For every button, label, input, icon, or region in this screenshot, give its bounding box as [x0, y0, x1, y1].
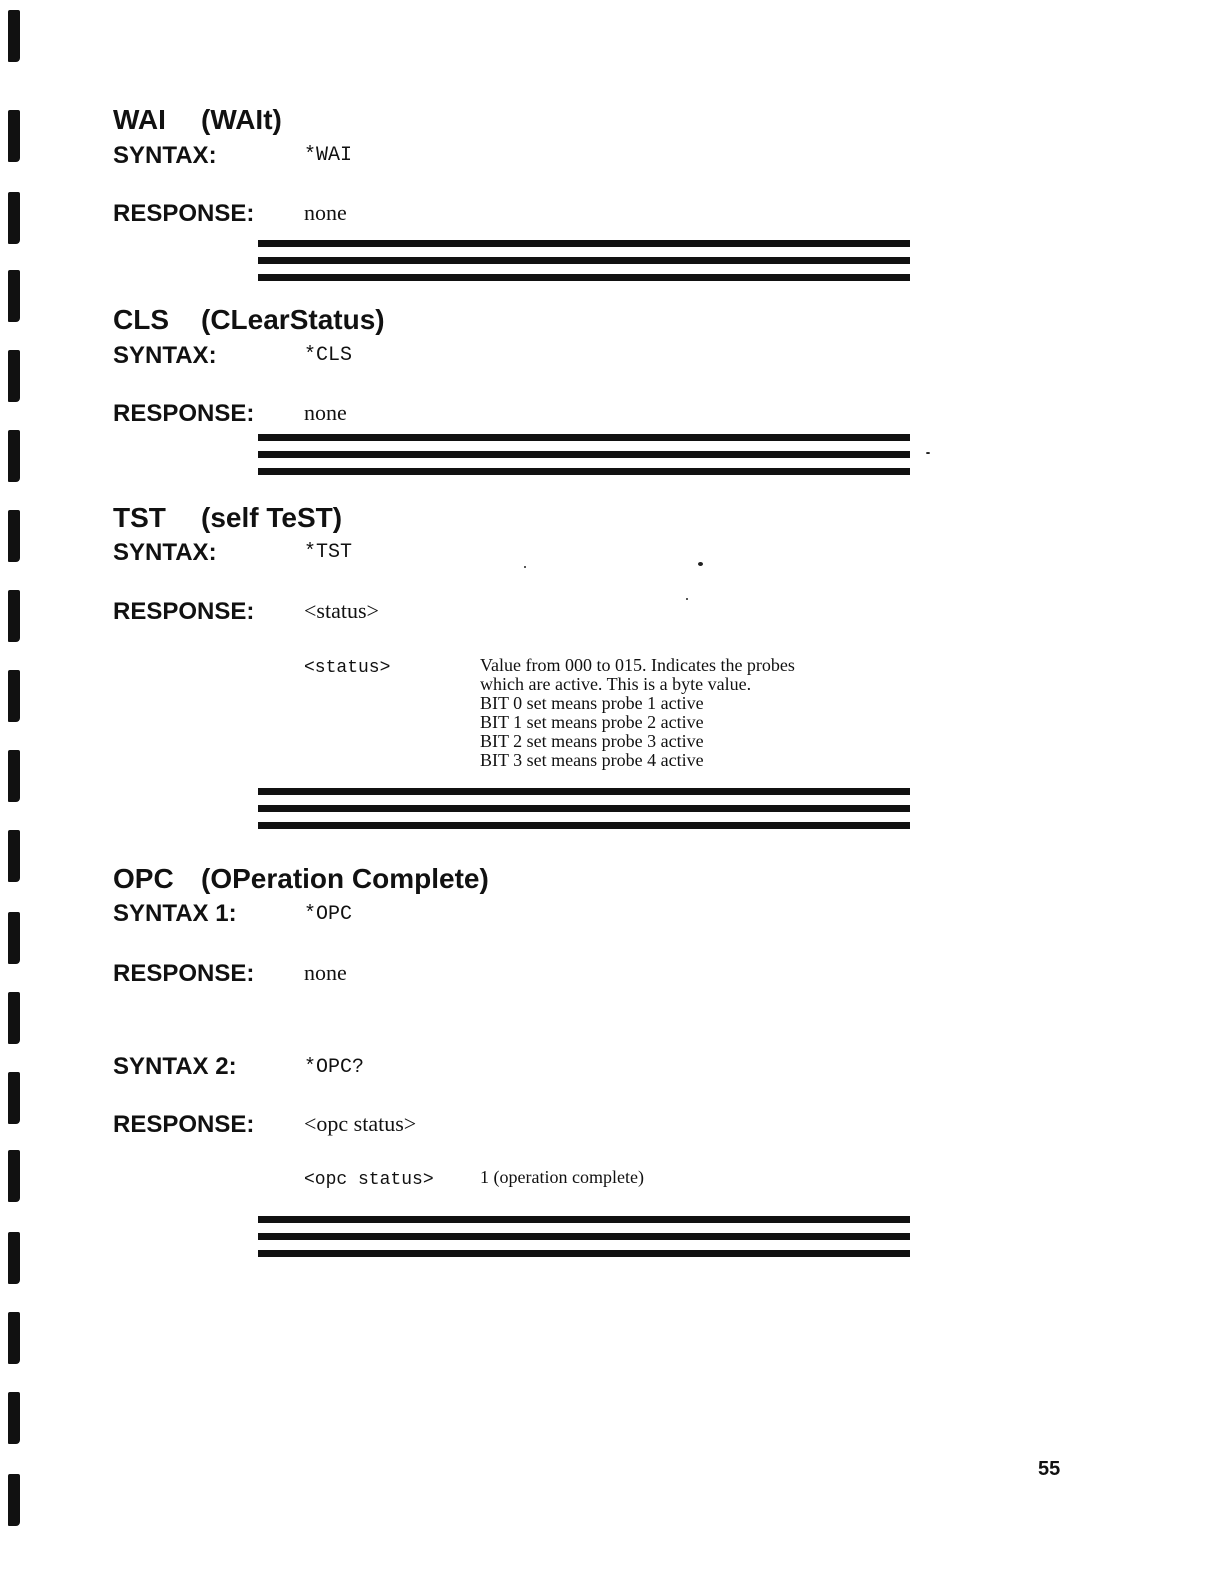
opc-syntax2-label: SYNTAX 2:	[113, 1053, 237, 1080]
tst-param: <status>	[304, 658, 391, 678]
binding-hole	[8, 110, 20, 162]
wai-title	[113, 104, 282, 136]
opc-title	[113, 863, 489, 895]
opc-name: (OPeration Complete)	[201, 863, 489, 894]
binding-hole	[8, 1072, 20, 1124]
opc-response1-label: RESPONSE:	[113, 960, 255, 987]
scan-speck	[926, 452, 930, 454]
opc-syntax2: *OPC?	[304, 1056, 365, 1079]
section-divider	[258, 788, 910, 839]
tst-code: TST	[113, 502, 166, 533]
section-divider	[258, 434, 910, 485]
cls-syntax-label: SYNTAX:	[113, 342, 217, 369]
binding-hole	[8, 912, 20, 964]
wai-name: (WAIt)	[201, 104, 282, 135]
cls-code: CLS	[113, 304, 169, 335]
binding-hole	[8, 192, 20, 244]
cls-name: (CLearStatus)	[201, 304, 385, 335]
binding-hole	[8, 1474, 20, 1526]
opc-syntax1: *OPC	[304, 903, 353, 926]
wai-response-label: RESPONSE:	[113, 200, 255, 227]
tst-desc-line: BIT 0 set means probe 1 active	[480, 693, 704, 713]
binding-hole	[8, 430, 20, 482]
tst-response: <status>	[304, 598, 379, 623]
cls-title	[113, 304, 385, 336]
binding-hole	[8, 10, 20, 62]
binding-hole	[8, 670, 20, 722]
cls-response-label: RESPONSE:	[113, 400, 255, 427]
tst-syntax: *TST	[304, 541, 353, 564]
opc-response2-label: RESPONSE:	[113, 1111, 255, 1138]
binding-hole	[8, 1232, 20, 1284]
section-divider	[258, 1216, 910, 1267]
binding-holes	[4, 0, 22, 1584]
tst-desc-line: BIT 1 set means probe 2 active	[480, 712, 704, 732]
binding-hole	[8, 270, 20, 322]
binding-hole	[8, 1392, 20, 1444]
tst-desc-line: BIT 3 set means probe 4 active	[480, 750, 704, 770]
tst-response-label: RESPONSE:	[113, 598, 255, 625]
cls-syntax: *CLS	[304, 344, 353, 367]
tst-desc-line: Value from 000 to 015. Indicates the probes	[480, 655, 795, 675]
scan-speck	[686, 598, 688, 600]
binding-hole	[8, 830, 20, 882]
opc-param: <opc status>	[304, 1170, 434, 1190]
opc-response2: <opc status>	[304, 1111, 417, 1136]
scan-speck	[524, 566, 526, 568]
section-divider	[258, 240, 910, 291]
binding-hole	[8, 510, 20, 562]
tst-desc-line: BIT 2 set means probe 3 active	[480, 731, 704, 751]
tst-title	[113, 502, 342, 534]
binding-hole	[8, 750, 20, 802]
opc-code: OPC	[113, 863, 174, 894]
tst-name: (self TeST)	[201, 502, 343, 533]
opc-syntax1-label: SYNTAX 1:	[113, 900, 237, 927]
binding-hole	[8, 1312, 20, 1364]
scan-speck	[698, 562, 703, 566]
wai-syntax-label: SYNTAX:	[113, 142, 217, 169]
opc-response1: none	[304, 960, 347, 985]
binding-hole	[8, 992, 20, 1044]
tst-syntax-label: SYNTAX:	[113, 539, 217, 566]
tst-desc-line: which are active. This is a byte value.	[480, 674, 752, 694]
wai-code: WAI	[113, 104, 166, 135]
tst-param-description	[480, 656, 795, 770]
binding-hole	[8, 1150, 20, 1202]
binding-hole	[8, 590, 20, 642]
wai-response: none	[304, 200, 347, 225]
cls-response: none	[304, 400, 347, 425]
page-number: 55	[1038, 1458, 1061, 1480]
opc-param-description: 1 (operation complete)	[480, 1167, 644, 1187]
binding-hole	[8, 350, 20, 402]
wai-syntax: *WAI	[304, 144, 353, 167]
